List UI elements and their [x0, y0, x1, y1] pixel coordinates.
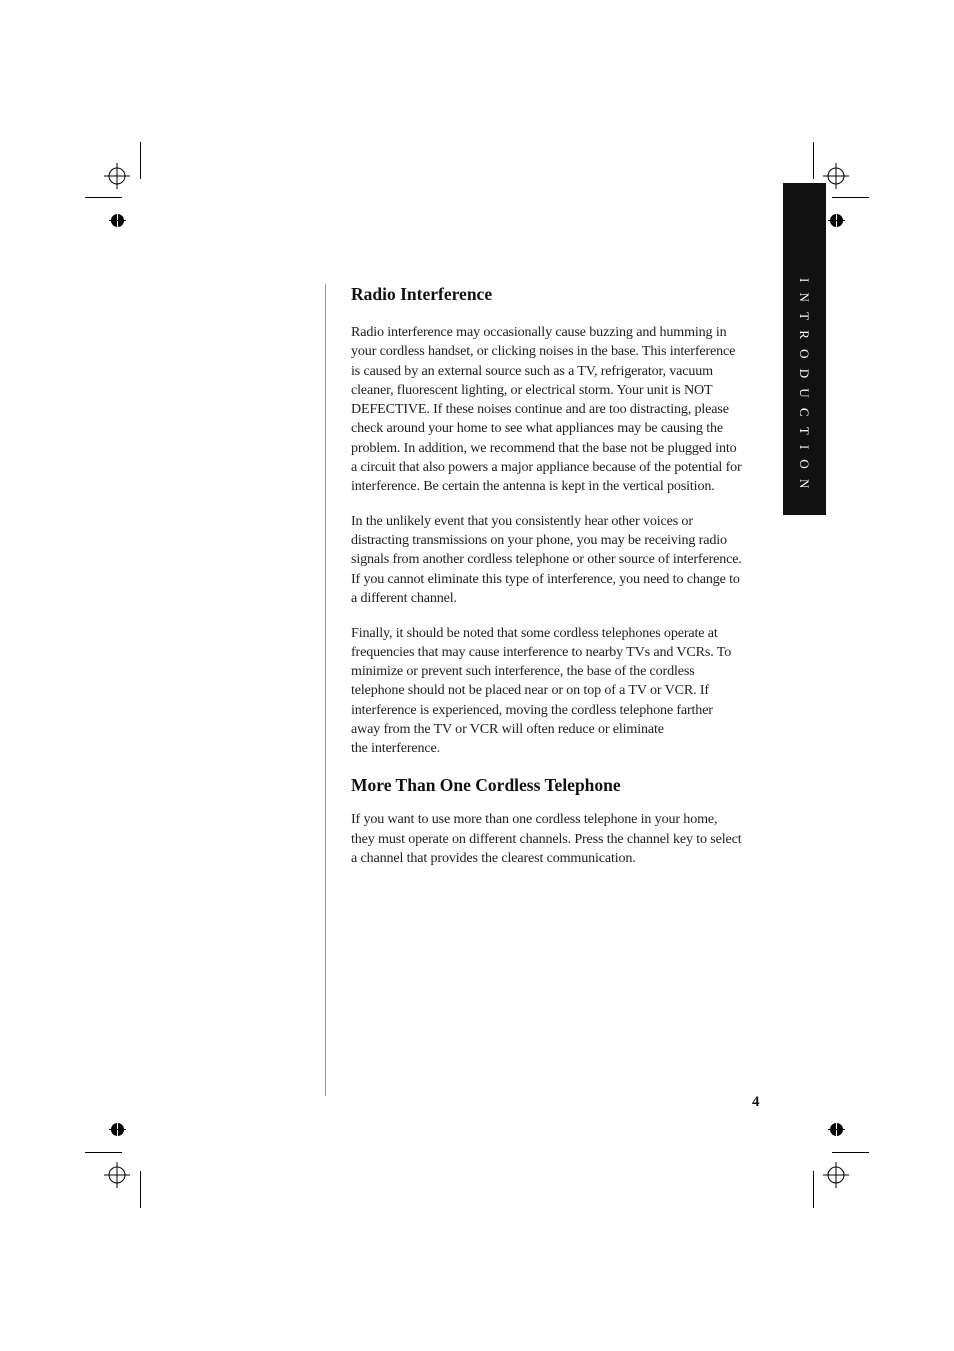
registration-dot-icon	[828, 1121, 845, 1138]
crop-line-bottom-right-vertical	[813, 1171, 814, 1208]
text-line: If you cannot eliminate this type of interference, you need to change to	[351, 570, 740, 587]
text-line: a circuit that also powers a major appliance because of the potential for	[351, 458, 742, 475]
section-radio-interference	[351, 282, 771, 758]
crop-line-top-left-vertical	[140, 142, 141, 179]
registration-target-icon	[104, 163, 130, 189]
section-more-than-one-cordless-telephone	[351, 773, 771, 868]
registration-dot-icon	[109, 1121, 126, 1138]
text-line: check around your home to see what appliances may be causing the	[351, 420, 723, 437]
page-content	[351, 282, 771, 868]
text-line: away from the TV or VCR will often reduce or eliminate	[351, 720, 664, 737]
text-line: interference. Be certain the antenna is kept in the vertical position.	[351, 478, 715, 494]
text-line: Finally, it should be noted that some cordless telephones operate at	[351, 624, 718, 641]
text-line: If you want to use more than one cordless telephone in your home,	[351, 811, 718, 828]
registration-target-icon	[823, 1162, 849, 1188]
text-line: your cordless handset, or clicking noises in the base. This interference	[351, 343, 736, 360]
crop-line-top-right-vertical	[813, 142, 814, 179]
text-line: a different channel.	[351, 589, 457, 606]
text-line: distracting transmissions on your phone, you may be receiving radio	[351, 532, 727, 548]
section-heading: More Than One Cordless Telephone	[351, 775, 621, 796]
paragraph	[351, 810, 771, 868]
crop-line-top-left-horizontal	[85, 197, 122, 198]
text-line: they must operate on different channels. Press the channel key to select	[351, 830, 742, 847]
text-line: interference is experienced, moving the cordless telephone farther	[351, 701, 713, 718]
section-heading: Radio Interference	[351, 284, 493, 304]
text-line: problem. In addition, we recommend that the base not be plugged into	[351, 439, 737, 456]
text-line: In the unlikely event that you consistently hear other voices or	[351, 512, 693, 529]
paragraph	[351, 512, 771, 608]
text-line: cleaner, fluorescent lighting, or electrical storm. Your unit is NOT	[351, 381, 713, 398]
crop-line-bottom-left-horizontal	[85, 1152, 122, 1153]
text-line: minimize or prevent such interference, the base of the cordless	[351, 663, 695, 679]
crop-line-bottom-left-vertical	[140, 1171, 141, 1208]
crop-line-top-right-horizontal	[832, 197, 869, 198]
text-line: Radio interference may occasionally cause buzzing and humming in	[351, 324, 727, 340]
registration-target-icon	[823, 163, 849, 189]
text-line: the interference.	[351, 740, 440, 756]
registration-dot-icon	[109, 212, 126, 229]
margin-rule	[325, 284, 326, 1096]
text-line: telephone should not be placed near or on top of a TV or VCR. If	[351, 682, 709, 699]
page-number: 4	[752, 1094, 760, 1110]
crop-line-bottom-right-horizontal	[832, 1152, 869, 1153]
registration-target-icon	[104, 1162, 130, 1188]
paragraph	[351, 323, 771, 496]
section-tab	[783, 183, 826, 515]
text-line: is caused by an external source such as a TV, refrigerator, vacuum	[351, 362, 713, 379]
text-line: DEFECTIVE. If these noises continue and are too distracting, please	[351, 401, 729, 417]
text-line: signals from another cordless telephone or other source of interference.	[351, 551, 742, 568]
section-tab-label: INTRODUCTION	[797, 278, 812, 499]
registration-dot-icon	[828, 212, 845, 229]
paragraph	[351, 624, 771, 759]
text-line: frequencies that may cause interference to nearby TVs and VCRs. To	[351, 643, 732, 660]
text-line: a channel that provides the clearest communication.	[351, 849, 636, 866]
